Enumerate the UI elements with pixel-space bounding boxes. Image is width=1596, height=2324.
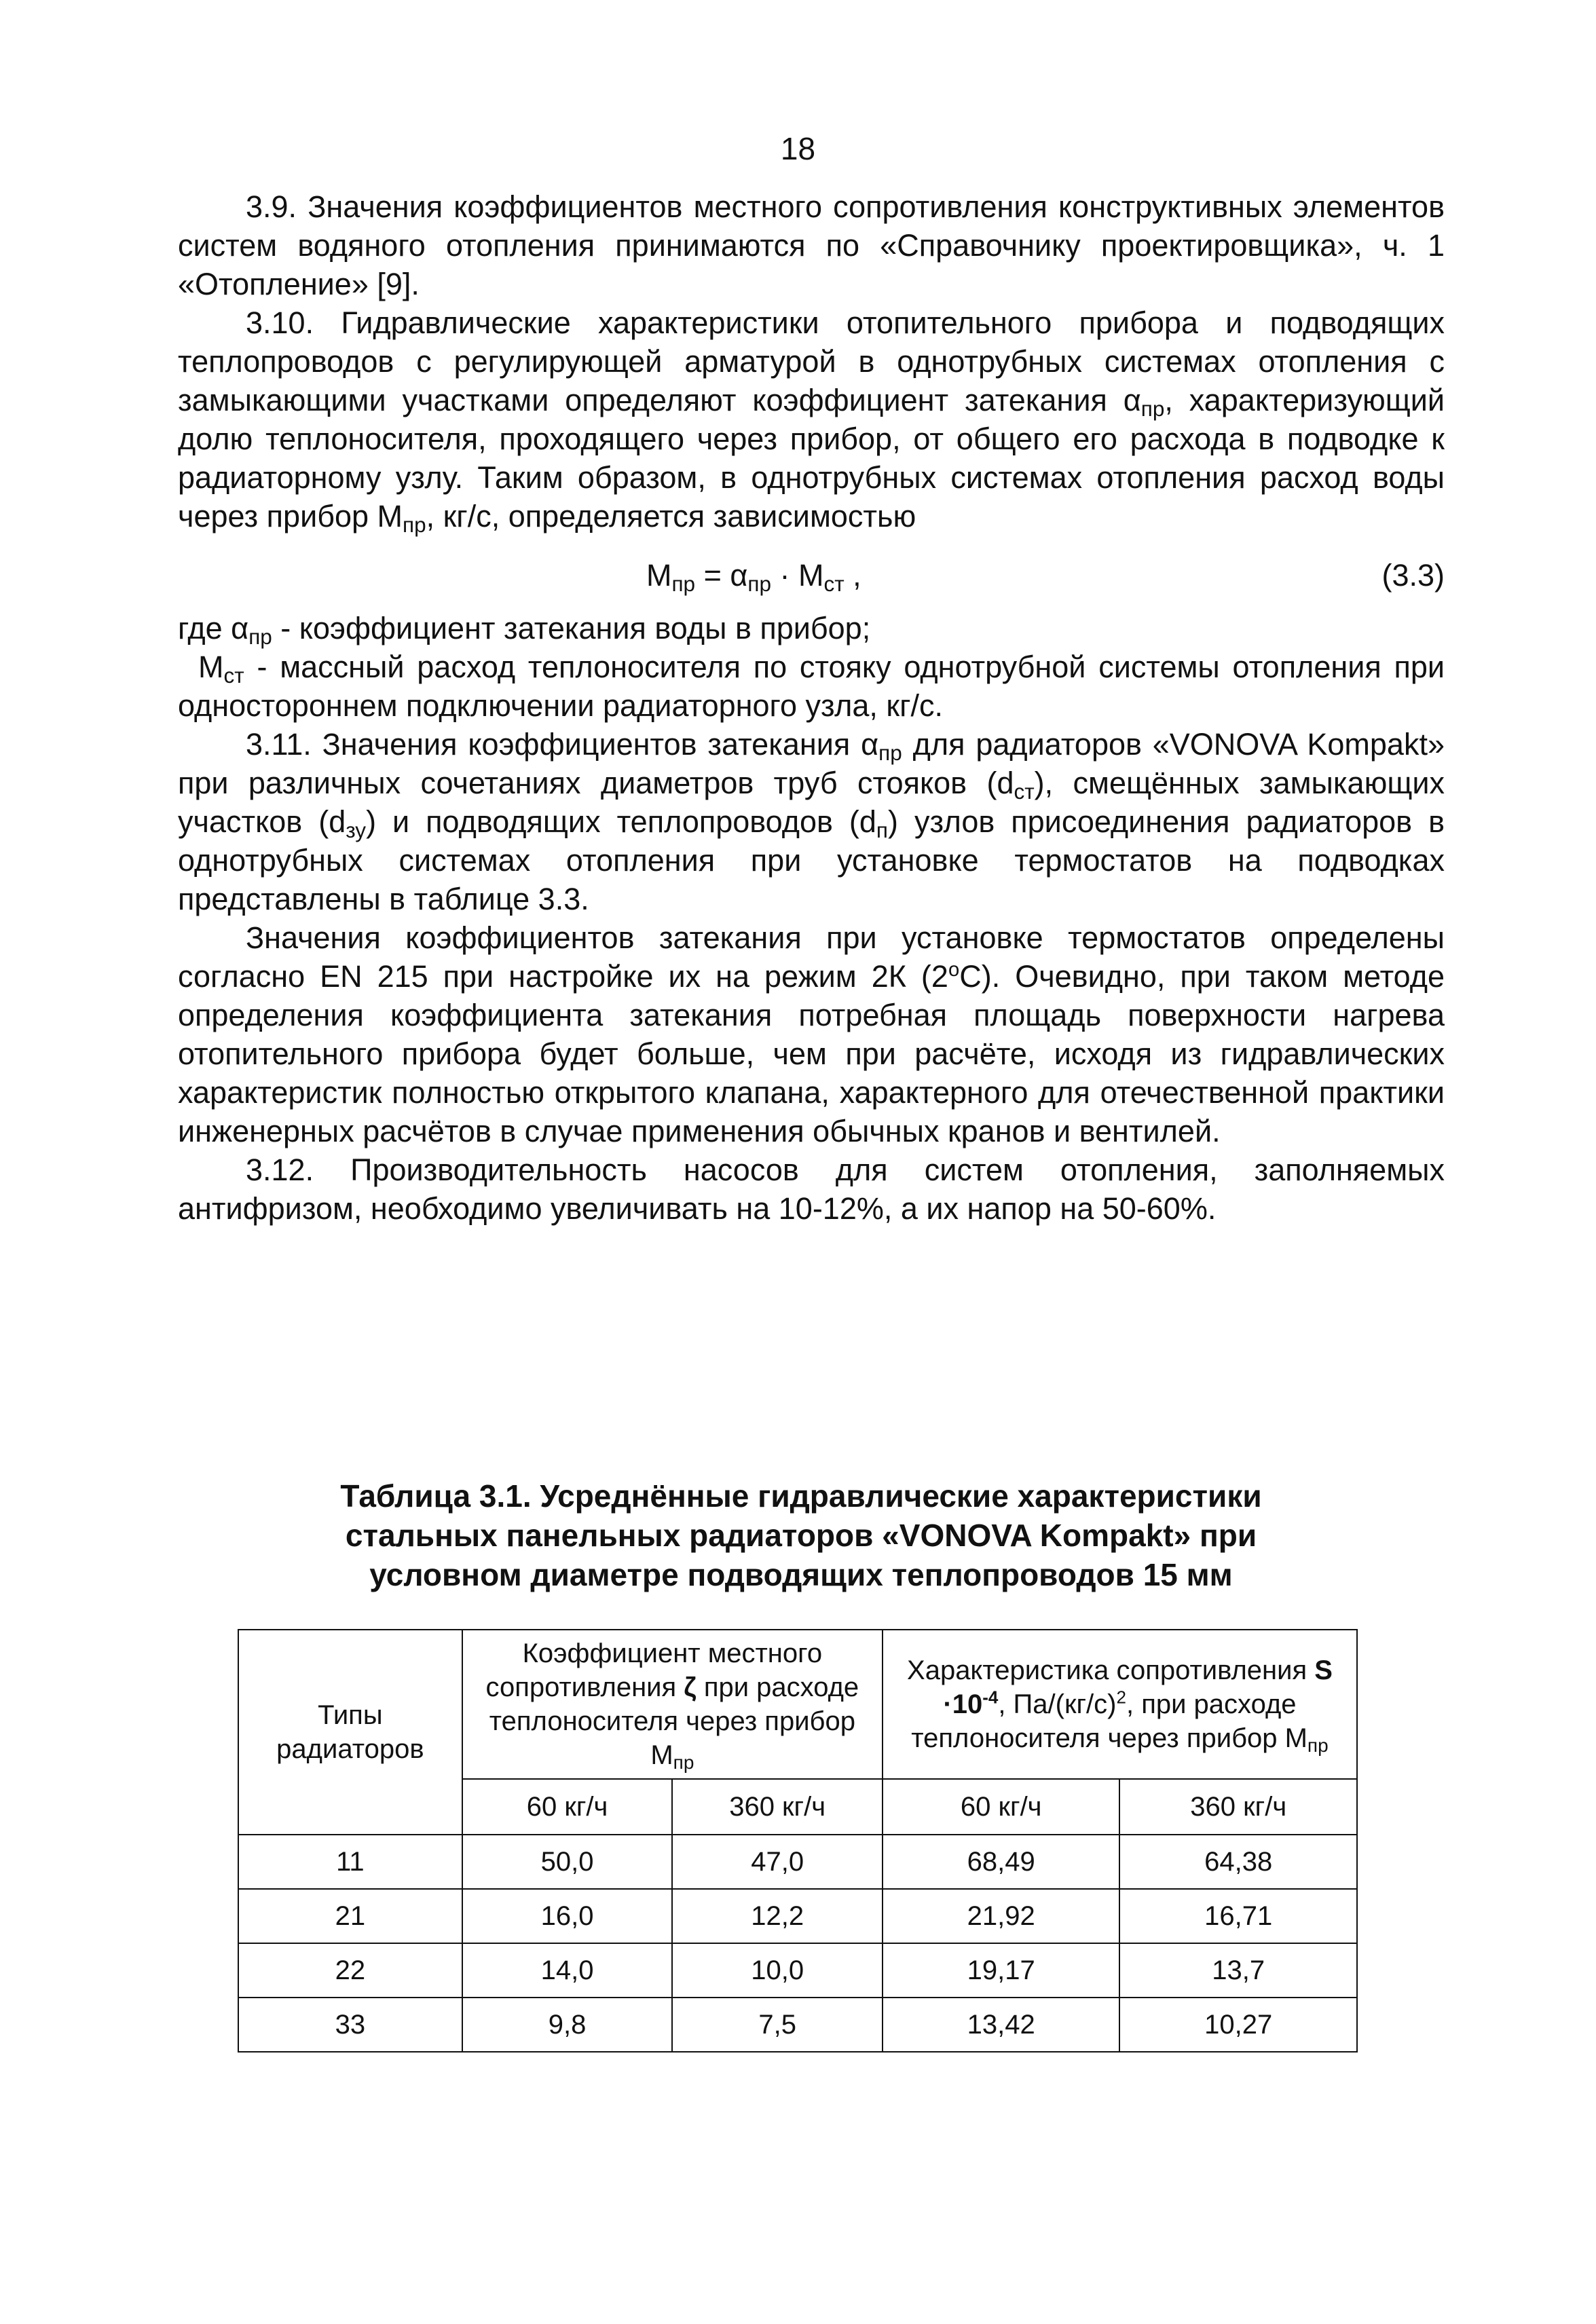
page-number: 18 xyxy=(780,131,816,166)
table-row xyxy=(238,1943,1357,1998)
table-caption xyxy=(272,1476,1331,1594)
table-cell: 50,0 xyxy=(462,1835,673,1889)
table-cell: 13,42 xyxy=(883,1998,1120,2052)
subheader-flow: 360 кг/ч xyxy=(1119,1779,1357,1835)
table-cell: 10,0 xyxy=(672,1943,883,1998)
table-cell: 21 xyxy=(238,1889,462,1943)
table-row xyxy=(238,1889,1357,1943)
caption-line: условном диаметре подводящих теплопроводов 15 мм xyxy=(369,1557,1233,1592)
table-cell: 16,0 xyxy=(462,1889,673,1943)
table-cell: 12,2 xyxy=(672,1889,883,1943)
formula-number: (3.3) xyxy=(1381,558,1445,593)
paragraph-3-12: 3.12. Производительность насосов для систем отопления, заполняемых антифризом, необходимо увеличивать на 10-12%, а их напор на 50-60%. xyxy=(178,1152,1445,1226)
table-cell: 13,7 xyxy=(1119,1943,1357,1998)
paragraph-3-11: 3.11. Значения коэффициентов затекания $\alpha_{пр}$ для радиаторов «VONOVA Kompakt» при различных сочетаниях диаметров труб стояков $(d_{ст})$, смещённых замыкающих участков $(d_{зу})$ и подводящих теплопроводов $(d_п)$ узлов присоединения радиаторов в однотрубных системах отопления при установке термостатов на подводках представлены в таблице 3.3. xyxy=(178,727,1445,916)
paragraph-3-9: 3.9. Значения коэффициентов местного сопротивления конструктивных элементов систем водяного отопления принимаются по «Справочнику проектировщика», ч. 1 «Отопление» [9]. xyxy=(178,189,1445,301)
table-cell: 14,0 xyxy=(462,1943,673,1998)
body-text xyxy=(178,187,1445,1228)
table-cell: 19,17 xyxy=(883,1943,1120,1998)
table-cell: 47,0 xyxy=(672,1835,883,1889)
header-zeta: Коэффициент местного сопротивления ζ при расходе теплоносителя через прибор $M_{пр}$ xyxy=(462,1630,883,1779)
hydraulic-characteristics-table xyxy=(238,1629,1358,2053)
table-cell: 68,49 xyxy=(883,1835,1120,1889)
table-cell: 10,27 xyxy=(1119,1998,1357,2052)
header-radiator-types: Типы радиаторов xyxy=(238,1630,462,1835)
header-resistance-s: Характеристика сопротивления $S \cdot 10^{-4}$, $Па/(кг/с)^2$, при расходе теплоносителя через прибор $M_{пр}$ xyxy=(883,1630,1357,1779)
table-cell: 64,38 xyxy=(1119,1835,1357,1889)
definition-alpha: где $\alpha_{пр}$ - коэффициент затекания воды в прибор; xyxy=(178,611,871,649)
table-cell: 11 xyxy=(238,1835,462,1889)
definition-mst: $M_{ст}$ - массный расход теплоносителя по стояку однотрубной системы отопления при одностороннем подключении радиаторного узла, кг/с. xyxy=(178,650,1445,723)
paragraph-en215: Значения коэффициентов затекания при установке термостатов определены согласно EN 215 при настройке их на режим 2К (2$^o$С). Очевидно, при таком методе определения коэффициента затекания потребная площадь поверхности нагрева отопительного прибора будет больше, чем при расчёте, исходя из гидравлических характеристик полностью открытого клапана, характерного для отечественной практики инженерных расчётов в случае применения обычных кранов и вентилей. xyxy=(178,920,1445,1148)
table-row xyxy=(238,1835,1357,1889)
caption-line: Таблица 3.1. Усреднённые гидравлические характеристики xyxy=(340,1478,1262,1514)
subheader-flow: 60 кг/ч xyxy=(883,1779,1120,1835)
table-cell: 21,92 xyxy=(883,1889,1120,1943)
table-cell: 7,5 xyxy=(672,1998,883,2052)
table-cell: 9,8 xyxy=(462,1998,673,2052)
table-cell: 16,71 xyxy=(1119,1889,1357,1943)
caption-line: стальных панельных радиаторов «VONOVA Kompakt» при xyxy=(345,1518,1257,1553)
table-cell: 33 xyxy=(238,1998,462,2052)
paragraph-3-10: 3.10. Гидравлические характеристики отопительного прибора и подводящих теплопроводов с регулирующей арматурой в однотрубных системах отопления с замыкающими участками определяют коэффициент затекания $\alpha_{пр}$, характеризующий долю теплоносителя, проходящего через прибор, от общего его расхода в подводке к радиаторному узлу. Таким образом, в однотрубных системах отопления расход воды через прибор $M_{пр}$, кг/с, определяется зависимостью xyxy=(178,305,1445,537)
subheader-flow: 60 кг/ч xyxy=(462,1779,673,1835)
definitions xyxy=(178,609,1445,725)
subheader-flow: 360 кг/ч xyxy=(672,1779,883,1835)
formula-expression: $M_{пр} = \alpha_{пр} \cdot M_{ст}$ , xyxy=(646,558,861,596)
table-row xyxy=(238,1998,1357,2052)
table-cell: 22 xyxy=(238,1943,462,1998)
formula-3-3 xyxy=(178,546,1445,601)
